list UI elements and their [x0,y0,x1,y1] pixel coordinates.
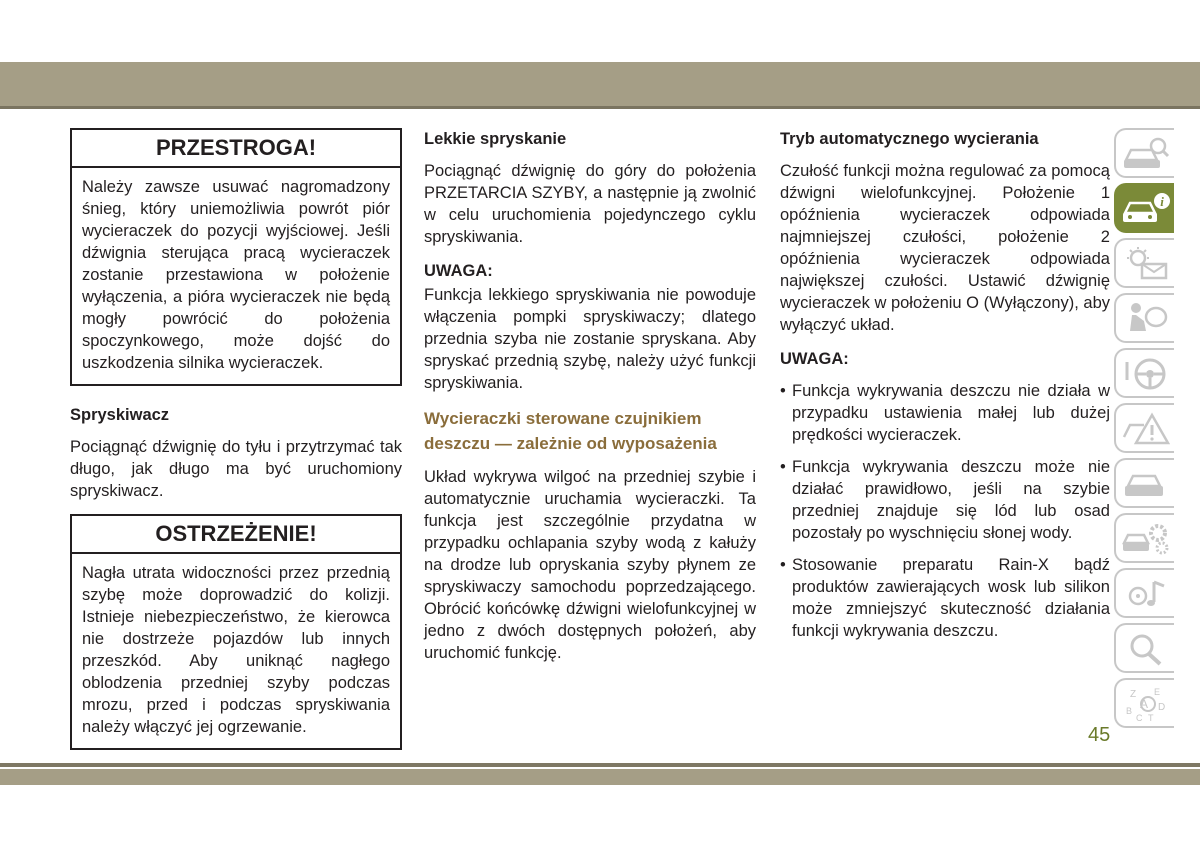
footer-rule [0,763,1200,767]
page-number: 45 [1088,724,1111,746]
airbag-seat-icon [1122,301,1170,337]
header-rule [0,106,1200,109]
footer-band [0,769,1200,785]
tab-car-info[interactable] [1114,183,1174,233]
list-item: • Funkcja wykrywania deszczu może nie działać prawidłowo, jeśli na szybie przedniej znajduje się lód lub osad pozostały po wyschnięciu słonej wody. [780,456,1110,544]
index-letter: Z [1130,689,1137,700]
washer-heading: Spryskiwacz [70,406,170,424]
right-column [780,128,1110,652]
tab-warning-lights[interactable] [1114,238,1174,288]
index-letter: D [1158,702,1166,713]
warning-lights-icon [1122,246,1170,282]
index-letter: C [1136,713,1143,722]
warning-text: Nagła utrata widoczności przez przednią szybę może doprowadzić do kolizji. Istnieje niebezpieczeństwo, że kierowca nie dostrzeże pojazdów lub innych przeszkód. Aby uniknąć nagłego oblodzenia przedniej szyby podczas mrozu, przed i podczas spryskiwania należy włączyć jej ogrzewanie. [82,564,390,736]
auto-heading: Tryb automatycznego wycierania [780,130,1039,148]
light-spray-heading: Lekkie spryskanie [424,130,567,148]
tab-car-search[interactable] [1114,128,1174,178]
middle-column [424,128,756,676]
chapter-tabs [1114,128,1176,733]
light-spray-text: Pociągnąć dźwignię do góry do położenia PRZETARCIA SZYBY, a następnie ją zwolnić w celu uruchomienia pojedynczego cyklu spryskiwania. [424,162,756,246]
caution-text: Należy zawsze usuwać nagromadzony śnieg, który uniemożliwia powrót piór wycieraczek do pozycji wyjściowej. Jeśli dźwignia sterująca pracą wycieraczek zostanie przestawiona w położenie wyłączenia, a pióra wycieraczek nie będą mogły powrócić do położenia spoczynkowego, może dojść do uszkodzenia silnika wycieraczek. [82,178,390,372]
warning-triangle-icon [1122,411,1170,447]
car-search-icon [1122,136,1170,172]
tab-car-service[interactable] [1114,458,1174,508]
tab-steering-wheel[interactable] [1114,348,1174,398]
caution-title: PRZESTROGA! [72,130,400,168]
index-letter: T [1148,713,1154,722]
tab-warning-triangle[interactable] [1114,403,1174,453]
note-heading: UWAGA: [424,262,493,280]
multimedia-icon [1122,576,1170,612]
tab-car-settings[interactable] [1114,513,1174,563]
tab-airbag-seat[interactable] [1114,293,1174,343]
note-heading: UWAGA: [780,350,849,368]
note-bullets [780,380,1110,642]
tab-multimedia[interactable] [1114,568,1174,618]
warning-title: OSTRZEŻENIE! [72,516,400,554]
alphabet-index-icon [1122,686,1170,722]
tab-search[interactable] [1114,623,1174,673]
header-band [0,62,1200,106]
index-letter: A [1140,697,1149,711]
steering-wheel-icon [1122,356,1170,392]
magnifier-icon [1122,631,1170,667]
caution-box [70,128,402,386]
list-item: • Stosowanie preparatu Rain-X bądź produktów zawierających wosk lub silikon może zmniejszyć skuteczność działania funkcji wykrywania deszczu. [780,554,1110,642]
note-text: Funkcja lekkiego spryskiwania nie powoduje włączenia pompki spryskiwaczy; dlatego przednia szyba nie zostanie spryskana. Aby spryskać przednią szybę, należy użyć funkcji spryskiwania. [424,286,756,392]
index-letter: B [1126,706,1133,716]
car-settings-icon [1122,521,1170,557]
svg-text:i: i [1160,194,1164,209]
car-service-icon [1122,466,1170,502]
washer-text: Pociągnąć dźwignię do tyłu i przytrzymać tak długo, jak długo ma być uruchomiony spryskiwacz. [70,438,402,500]
tab-alphabet-index[interactable] [1114,678,1174,728]
warning-box [70,514,402,750]
auto-text: Czułość funkcji można regulować za pomocą dźwigni wielofunkcyjnej. Położenie 1 opóźnienia wycieraczek odpowiada najmniejszej czułości, położenie 2 opóźnienia wycieraczek odpowiada największej czułości. Ustawić dźwignię wycieraczek w położeniu O (Wyłączony), aby wyłączyć układ. [780,162,1110,334]
list-item: • Funkcja wykrywania deszczu nie działa w przypadku ustawienia małej lub dużej prędkości wycieraczek. [780,380,1110,446]
rain-section-text: Układ wykrywa wilgoć na przedniej szybie i automatycznie uruchamia wycieraczki. Ta funkcja jest szczególnie przydatna w przypadku ochlapania szyby wodą z kałuży na drodze lub opryskania szyby płynem ze spryskiwaczy samochodu poprzedzającego. Obrócić końcówkę dźwigni wielofunkcyjnej w jedno z dwóch dostępnych położeń, aby uruchomić funkcję. [424,468,756,662]
index-letter: E [1154,687,1161,697]
rain-section-title: Wycieraczki sterowane czujnikiem deszczu — zależnie od wyposażenia [424,409,717,453]
left-column [70,128,402,768]
car-info-icon [1122,191,1170,227]
